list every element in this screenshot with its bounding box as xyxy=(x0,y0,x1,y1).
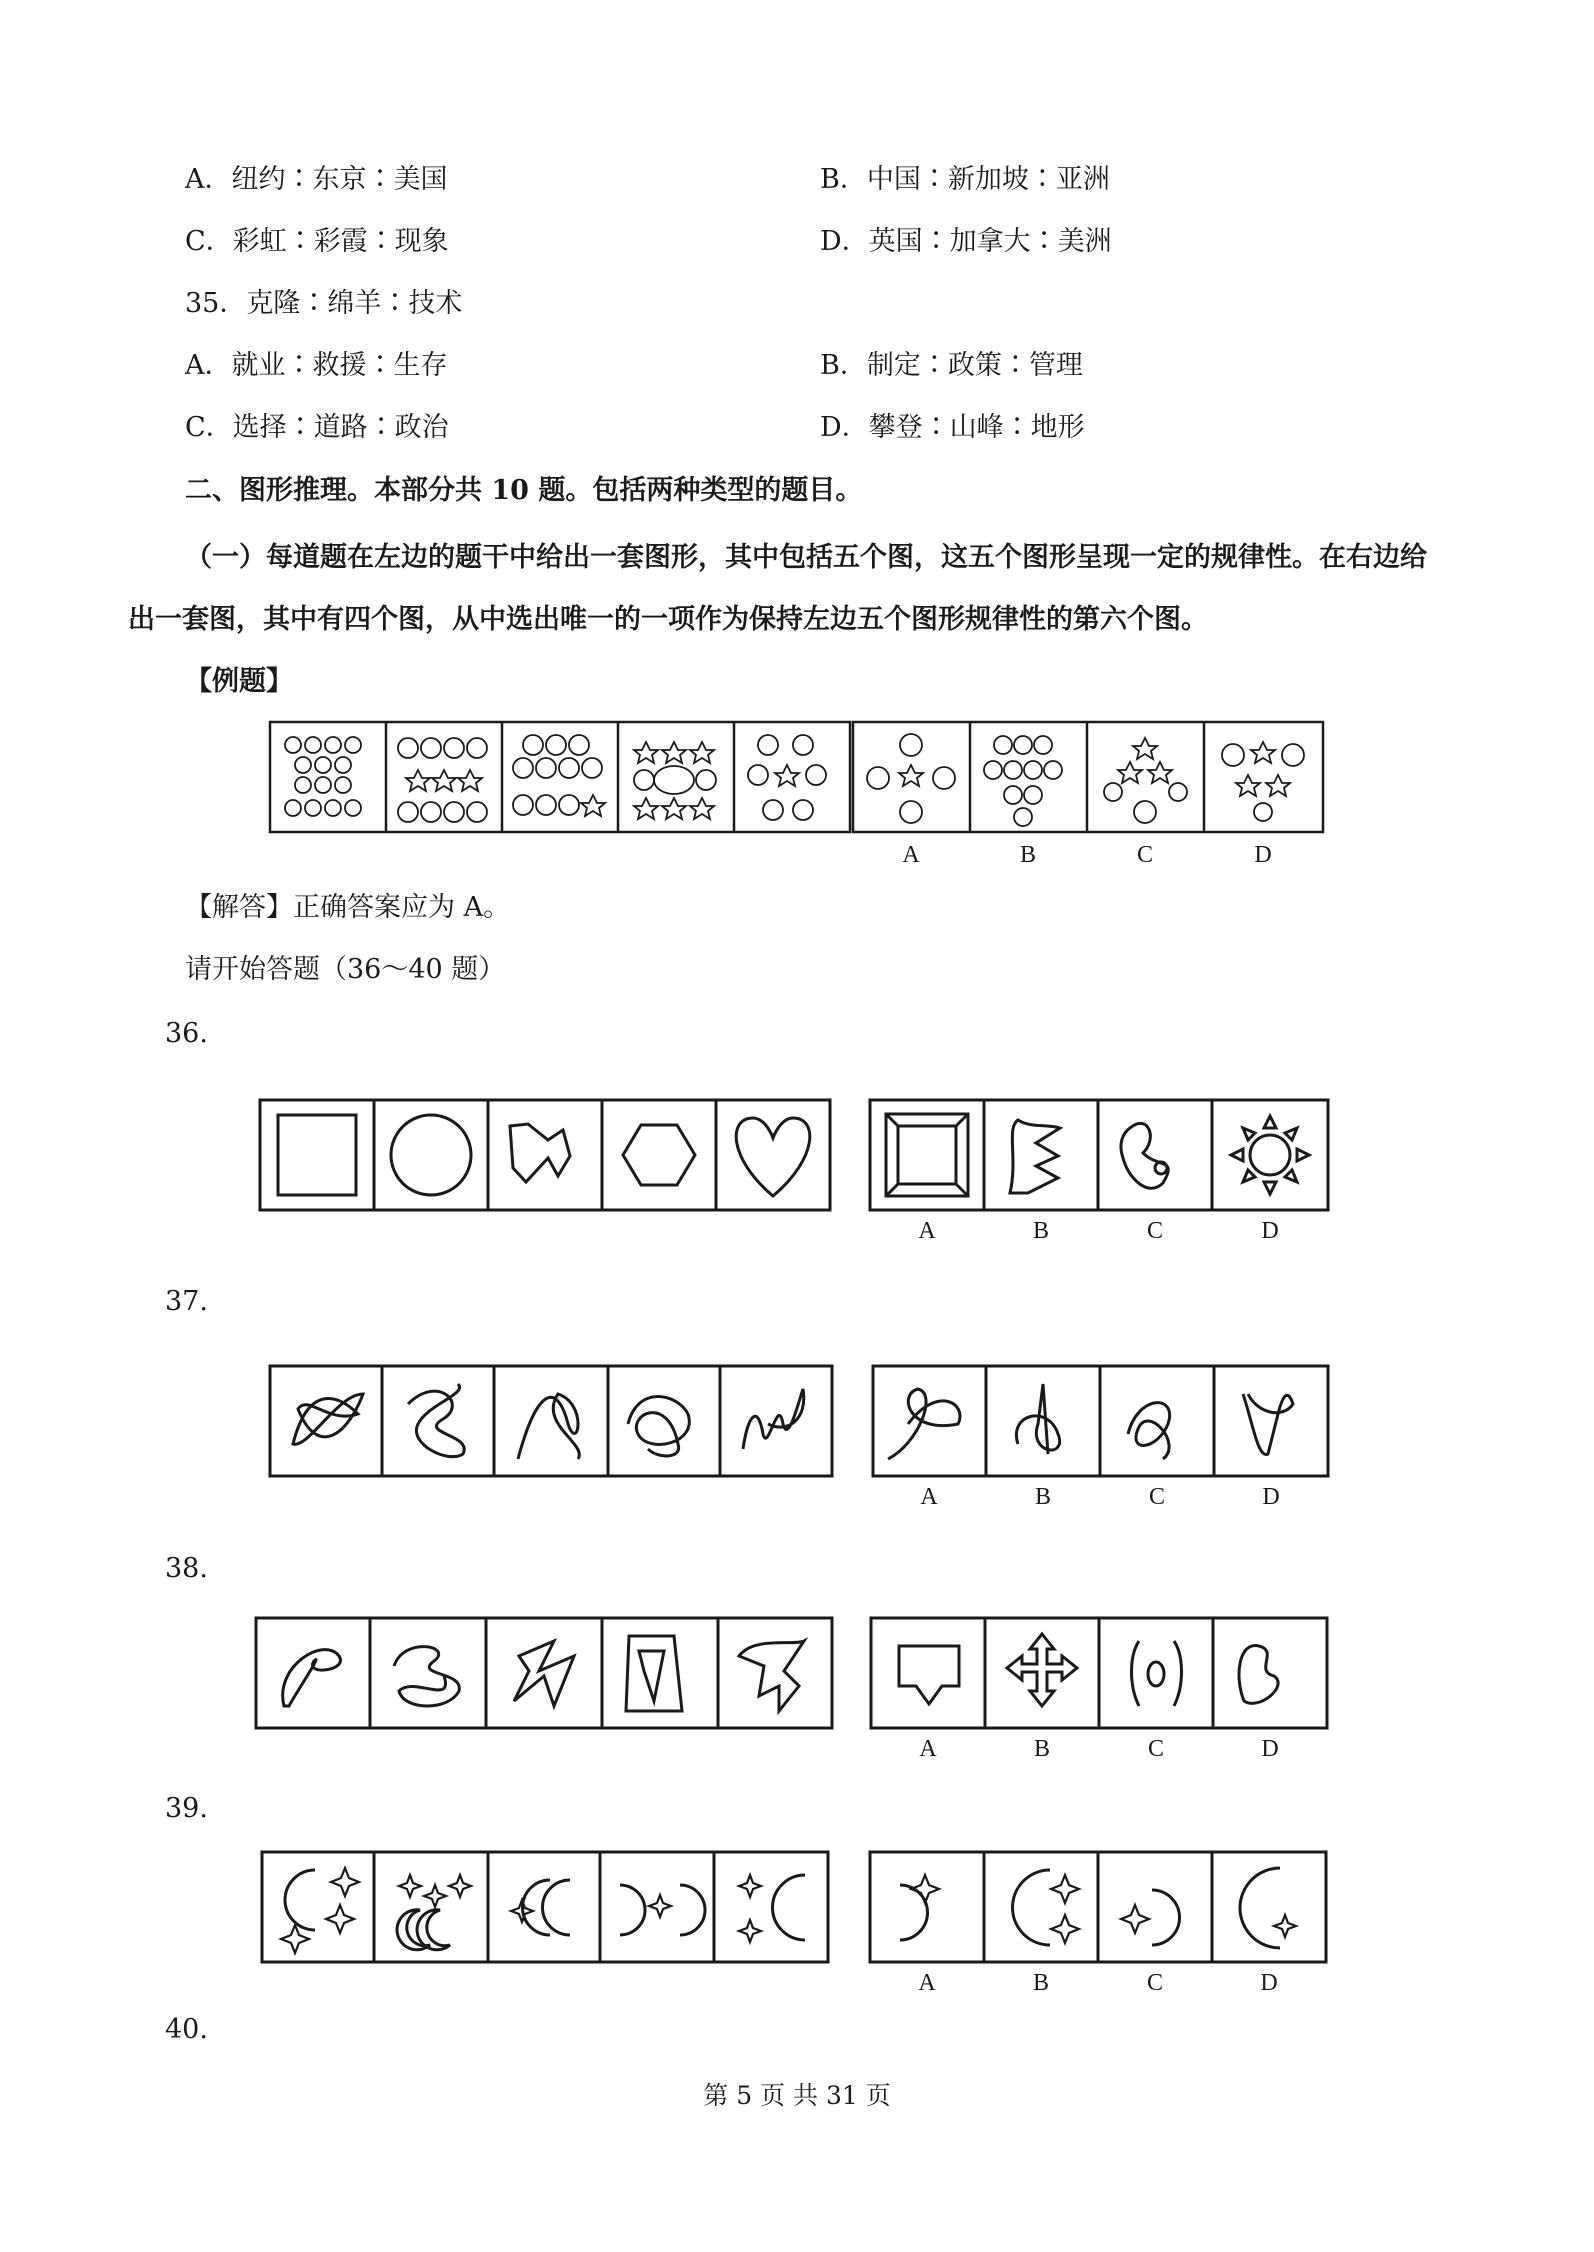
q39-option-letter-a: A xyxy=(918,1970,936,1996)
q35-option-d[interactable]: D．攀登∶山峰∶地形 xyxy=(820,412,1085,443)
example-option-letter-b: B xyxy=(1019,842,1037,868)
q38-option-letter-c: C xyxy=(1147,1736,1165,1762)
q38-option-letter-a: A xyxy=(919,1736,937,1762)
example-figures xyxy=(268,720,1328,870)
q36-option-letter-b: B xyxy=(1032,1218,1050,1244)
example-option-letter-d: D xyxy=(1254,842,1272,868)
question-37-number: 37. xyxy=(165,1286,208,1317)
question-39-number: 39. xyxy=(165,1793,208,1824)
q34-option-a[interactable]: A．纽约∶东京∶美国 xyxy=(185,164,448,195)
section-instruction-line1: （一）每道题在左边的题干中给出一套图形，其中包括五个图，这五个图形呈现一定的规律性。在右边给 xyxy=(185,542,1427,573)
q35-option-c[interactable]: C．选择∶道路∶政治 xyxy=(185,412,449,443)
question-36-figures xyxy=(258,1098,1338,1248)
q37-option-letter-a: A xyxy=(920,1484,938,1510)
example-option-letter-a: A xyxy=(902,842,920,868)
q39-option-letter-d: D xyxy=(1260,1970,1278,1996)
section-heading: 二、图形推理。本部分共 10 题。包括两种类型的题目。 xyxy=(185,475,863,506)
question-36-number: 36. xyxy=(165,1018,208,1049)
question-38-number: 38. xyxy=(165,1553,208,1584)
q37-option-letter-b: B xyxy=(1034,1484,1052,1510)
q36-option-letter-d: D xyxy=(1261,1218,1279,1244)
page-footer: 第 5 页 共 31 页 xyxy=(703,2081,891,2110)
q36-option-letter-a: A xyxy=(918,1218,936,1244)
question-38-figures xyxy=(254,1616,1334,1766)
q35-option-a[interactable]: A．就业∶救援∶生存 xyxy=(185,350,448,381)
q34-option-c[interactable]: C．彩虹∶彩霞∶现象 xyxy=(185,226,449,257)
q37-option-letter-c: C xyxy=(1148,1484,1166,1510)
question-40-number: 40. xyxy=(165,2014,208,2045)
q38-option-letter-d: D xyxy=(1261,1736,1279,1762)
example-label: 【例题】 xyxy=(185,666,293,697)
start-instruction: 请开始答题（36～40 题） xyxy=(185,954,506,985)
q37-option-letter-d: D xyxy=(1262,1484,1280,1510)
section-instruction-line2: 出一套图，其中有四个图，从中选出唯一的一项作为保持左边五个图形规律性的第六个图。 xyxy=(128,604,1208,635)
question-39-figures xyxy=(260,1850,1340,2000)
q38-option-letter-b: B xyxy=(1033,1736,1051,1762)
example-option-letter-c: C xyxy=(1136,842,1154,868)
q39-option-letter-c: C xyxy=(1146,1970,1164,1996)
question-37-figures xyxy=(268,1364,1338,1514)
example-figure-row xyxy=(268,720,1328,870)
q36-option-letter-c: C xyxy=(1146,1218,1164,1244)
example-answer: 【解答】正确答案应为 A。 xyxy=(185,892,511,923)
q35-stem: 35．克隆∶绵羊∶技术 xyxy=(185,288,463,319)
q35-option-b[interactable]: B．制定∶政策∶管理 xyxy=(820,350,1083,381)
q34-option-b[interactable]: B．中国∶新加坡∶亚洲 xyxy=(820,164,1110,195)
q34-option-d[interactable]: D．英国∶加拿大∶美洲 xyxy=(820,226,1112,257)
q39-option-letter-b: B xyxy=(1032,1970,1050,1996)
